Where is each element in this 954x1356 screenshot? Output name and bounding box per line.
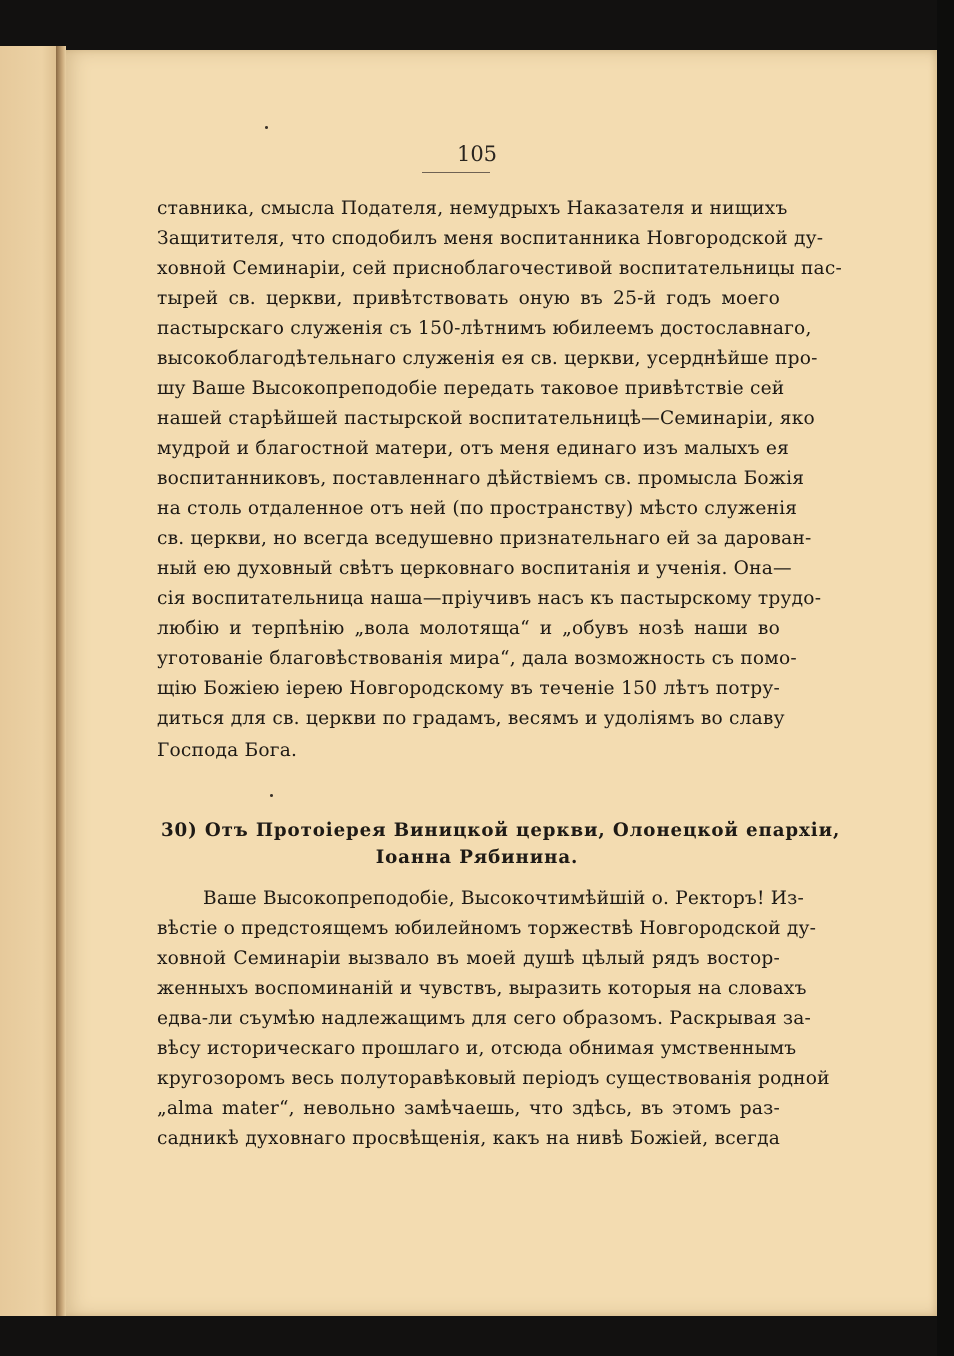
text-line: „alma mater“, невольно замѣчаешь, что здѣсь, въ этомъ раз-: [157, 1098, 780, 1119]
text-line: ный ею духовный свѣтъ церковнаго воспитанія и ученія. Она—: [157, 558, 792, 579]
text-line: вѣстіе о предстоящемъ юбилейномъ торжествѣ Новгородской ду-: [157, 918, 817, 939]
text-line: воспитанниковъ, поставленнаго дѣйствіемъ св. промысла Божія: [157, 468, 805, 489]
ink-speck: [270, 794, 273, 797]
scan-border: [937, 0, 954, 1356]
text-line: садникѣ духовнаго просвѣщенія, какъ на нивѣ Божіей, всегда: [157, 1128, 780, 1149]
text-line: сія воспитательница наша—пріучивъ насъ къ пастырскому трудо-: [157, 588, 822, 609]
text-line: щію Божіею іерею Новгородскому въ теченіе 150 лѣтъ потру-: [157, 678, 780, 699]
text-line: женныхъ воспоминаній и чувствъ, выразить которыя на словахъ: [157, 978, 807, 999]
text-line: кругозоромъ весь полуторавѣковый періодъ существованія родной: [157, 1068, 830, 1089]
text-line: уготованіе благовѣствованія мира“, дала возможность съ помо-: [157, 648, 797, 669]
page-number: 105: [456, 142, 498, 166]
text-line: едва-ли съумѣю надлежащимъ для сего образомъ. Раскрывая за-: [157, 1008, 812, 1029]
text-line: Господа Бога.: [157, 740, 298, 761]
section-heading-name: Іоанна Рябинина.: [375, 847, 579, 868]
text-line: ховной Семинаріи, сей присноблагочестивой воспитательницы пас-: [157, 258, 842, 279]
page-gutter: [56, 46, 66, 1316]
section-heading: 30) Отъ Протоіерея Виницкой церкви, Олонецкой епархіи,: [161, 820, 841, 841]
text-line: шу Ваше Высокопреподобіе передать таковое привѣтствіе сей: [157, 378, 785, 399]
text-line: св. церкви, но всегда вседушевно признательнаго ей за дарован-: [157, 528, 812, 549]
text-line: ховной Семинаріи вызвало въ моей душѣ цѣлый рядъ востор-: [157, 948, 780, 969]
text-line: тырей св. церкви, привѣтствовать оную въ 25-й годъ моего: [157, 288, 780, 309]
text-line: пастырскаго служенія съ 150-лѣтнимъ юбилеемъ достославнаго,: [157, 318, 812, 339]
text-line: любію и терпѣнію „вола молотяща“ и „обувъ нозѣ наши во: [157, 618, 780, 639]
text-line: высокоблагодѣтельнаго служенія ея св. церкви, усерднѣйше про-: [157, 348, 818, 369]
text-line: Ваше Высокопреподобіе, Высокочтимѣйшій о. Ректоръ! Из-: [203, 888, 804, 909]
text-line: нашей старѣйшей пастырской воспитательницѣ—Семинаріи, яко: [157, 408, 815, 429]
text-line: ставника, смысла Подателя, немудрыхъ Наказателя и нищихъ: [157, 198, 788, 219]
ink-speck: [265, 126, 268, 129]
text-line: вѣсу историческаго прошлаго и, отсюда обнимая умственнымъ: [157, 1038, 797, 1059]
text-line: на столь отдаленное отъ ней (по пространству) мѣсто служенія: [157, 498, 798, 519]
text-line: диться для св. церкви по градамъ, весямъ и удоліямъ во славу: [157, 708, 785, 729]
page-number-rule: [422, 172, 490, 173]
text-line: Защитителя, что сподобилъ меня воспитанника Новгородской ду-: [157, 228, 824, 249]
text-line: мудрой и благостной матери, отъ меня единаго изъ малыхъ ея: [157, 438, 790, 459]
previous-page-edge: [0, 46, 60, 1316]
